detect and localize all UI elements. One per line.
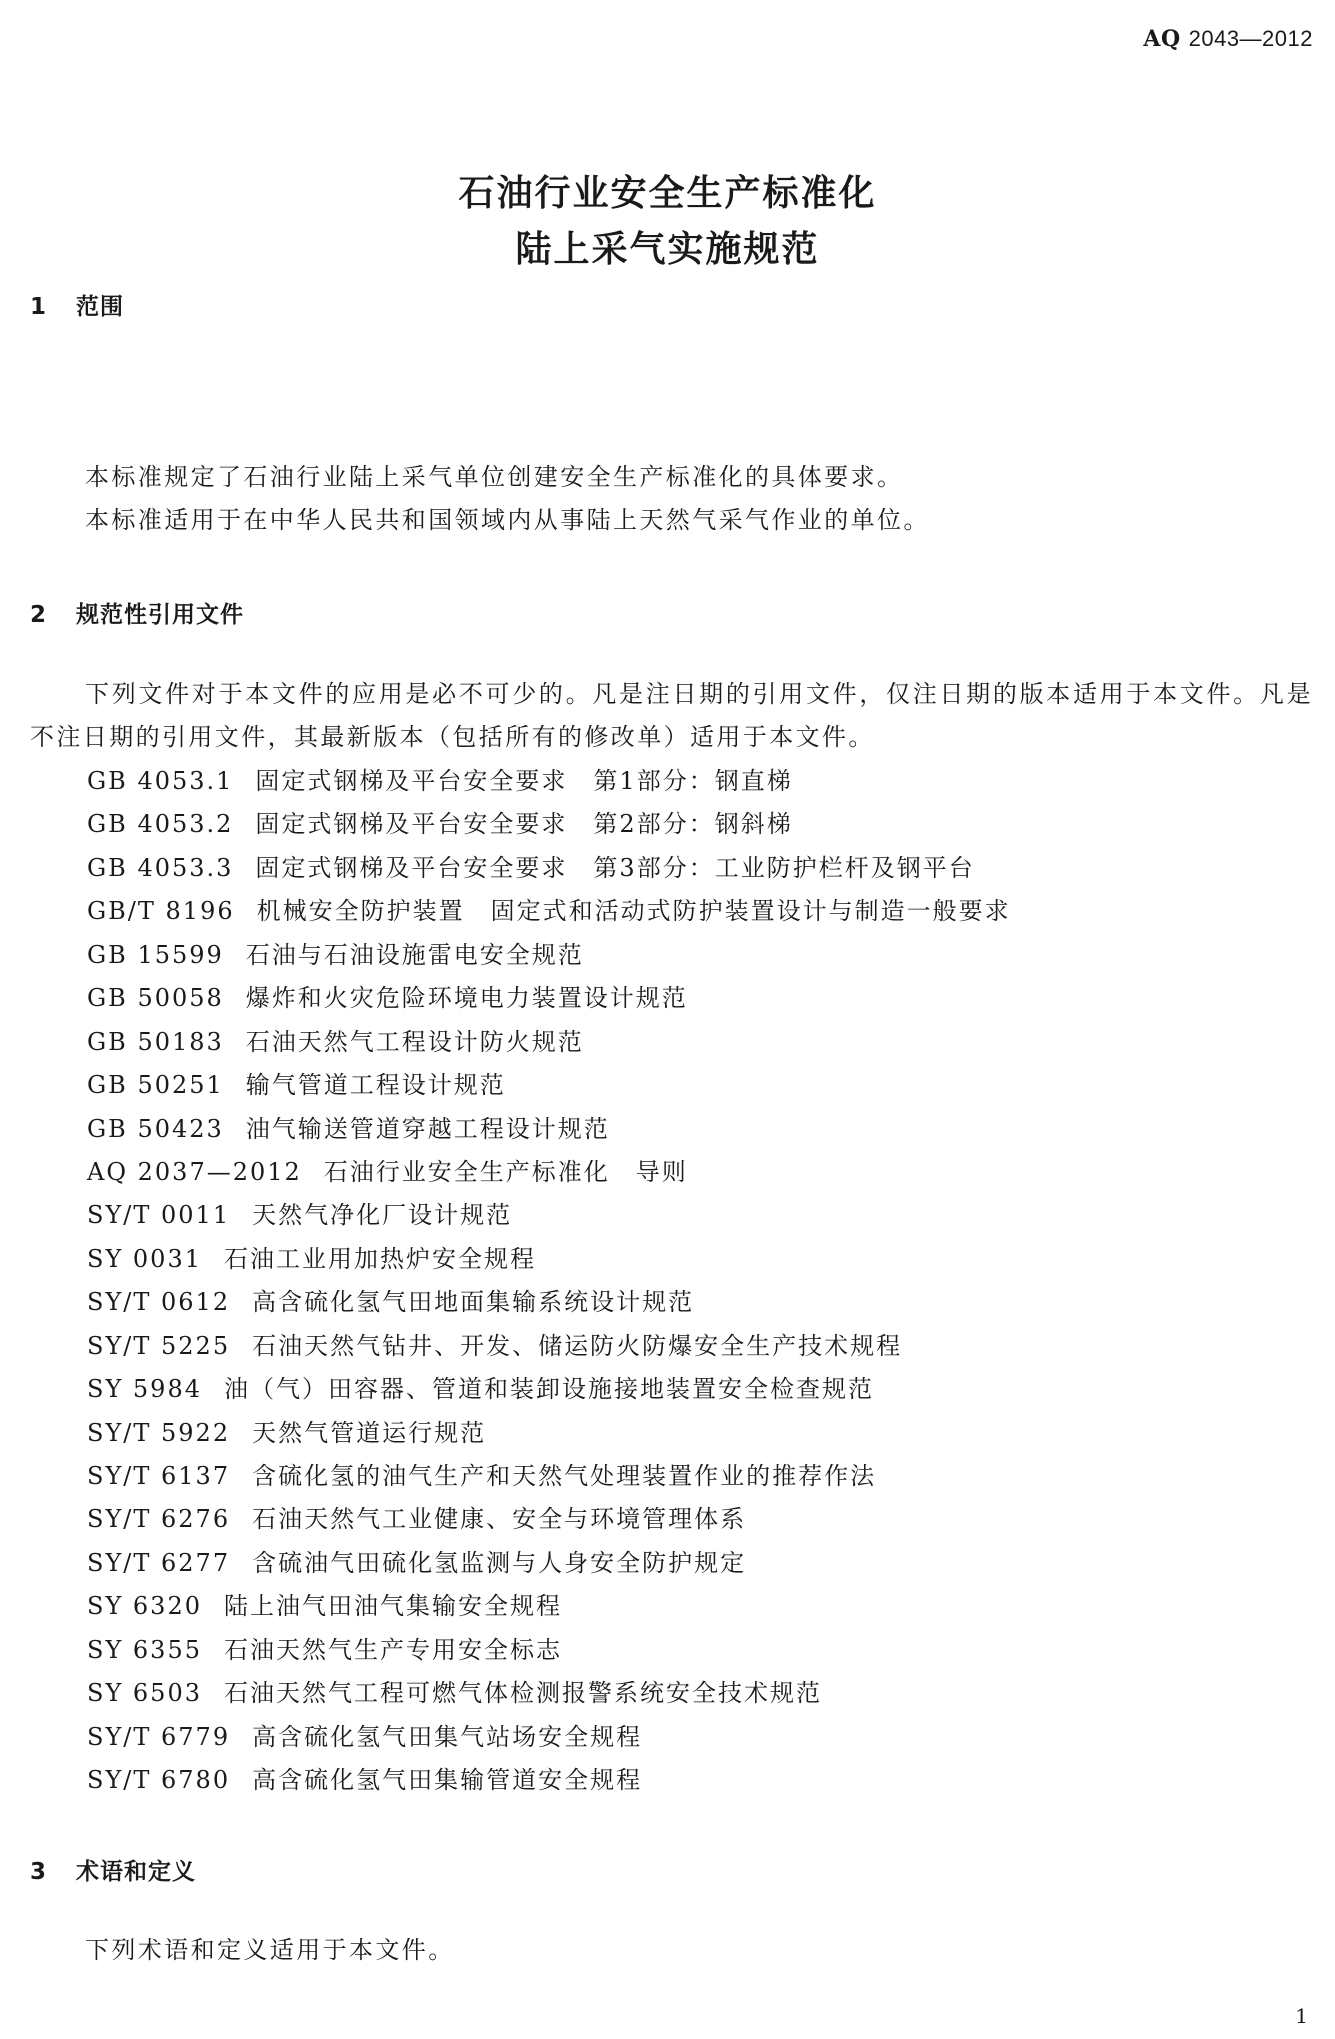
reference-code: SY/T 5922 [87, 1418, 231, 1447]
reference-code: GB 50058 [87, 984, 224, 1013]
reference-item [87, 1585, 1011, 1628]
reference-code: SY/T 0011 [87, 1201, 231, 1230]
reference-title: 固定式钢梯及平台安全要求 第2部分：钢斜梯 [255, 810, 793, 839]
reference-title: 石油天然气工程设计防火规范 [245, 1027, 584, 1056]
reference-code: SY 6320 [87, 1592, 202, 1621]
reference-item [87, 1455, 1011, 1498]
reference-item [87, 977, 1011, 1020]
reference-code: GB 4053.3 [87, 853, 234, 882]
reference-title: 固定式钢梯及平台安全要求 第3部分：工业防护栏杆及钢平台 [255, 853, 975, 882]
reference-item [87, 1238, 1011, 1281]
reference-title: 固定式钢梯及平台安全要求 第1部分：钢直梯 [255, 767, 793, 795]
reference-title: 高含硫化氢气田集气站场安全规程 [252, 1722, 643, 1751]
reference-code: SY/T 0612 [87, 1288, 231, 1317]
reference-item [87, 1064, 1011, 1107]
section-title: 术语和定义 [76, 1859, 196, 1885]
reference-code: GB 50183 [87, 1027, 224, 1056]
reference-title: 油（气）田容器、管道和装卸设施接地装置安全检查规范 [224, 1375, 874, 1404]
section-number: 3 [30, 1859, 48, 1885]
standard-prefix: AQ [1143, 26, 1181, 52]
reference-title: 油气输送管道穿越工程设计规范 [245, 1114, 610, 1143]
section-title: 规范性引用文件 [76, 602, 244, 628]
reference-item [87, 1151, 1011, 1194]
reference-item [87, 1194, 1011, 1237]
title-line-1: 石油行业安全生产标准化 [458, 173, 877, 214]
reference-title: 天然气净化厂设计规范 [252, 1201, 513, 1230]
reference-item [87, 890, 1011, 933]
reference-item [87, 1498, 1011, 1541]
reference-item [87, 760, 1011, 803]
reference-item [87, 803, 1011, 846]
reference-item [87, 1108, 1011, 1151]
reference-list [87, 760, 1011, 1803]
page-number: 1 [1295, 2004, 1308, 2028]
reference-title: 输气管道工程设计规范 [245, 1071, 506, 1100]
reference-code: SY 6355 [87, 1635, 202, 1664]
reference-item [87, 1368, 1011, 1411]
reference-code: GB 50251 [87, 1071, 224, 1100]
reference-title: 高含硫化氢气田集输管道安全规程 [252, 1766, 643, 1795]
scope-paragraph-1: 本标准规定了石油行业陆上采气单位创建安全生产标准化的具体要求。 [85, 463, 904, 491]
reference-title: 石油天然气工业健康、安全与环境管理体系 [252, 1505, 747, 1534]
reference-item [87, 934, 1011, 977]
document-title [0, 166, 1335, 278]
scope-paragraph-2: 本标准适用于在中华人民共和国领域内从事陆上天然气采气作业的单位。 [85, 506, 930, 534]
section-heading-scope [30, 288, 124, 321]
standard-number: 2043—2012 [1188, 26, 1313, 51]
standard-code [1143, 26, 1313, 52]
reference-item [87, 1716, 1011, 1759]
reference-item [87, 1672, 1011, 1715]
section-number: 2 [30, 602, 48, 628]
reference-title: 高含硫化氢气田地面集输系统设计规范 [252, 1288, 695, 1317]
section-heading-terms-definitions [30, 1853, 196, 1886]
reference-item [87, 1629, 1011, 1672]
reference-title: 石油与石油设施雷电安全规范 [245, 940, 584, 969]
reference-title: 陆上油气田油气集输安全规程 [224, 1592, 562, 1621]
reference-item [87, 847, 1011, 890]
reference-item [87, 1325, 1011, 1368]
section-heading-normative-references [30, 596, 244, 629]
reference-title: 石油天然气生产专用安全标志 [224, 1635, 562, 1664]
section-title: 范围 [76, 294, 124, 320]
reference-item [87, 1542, 1011, 1585]
terms-paragraph: 下列术语和定义适用于本文件。 [85, 1936, 455, 1964]
reference-item [87, 1281, 1011, 1324]
reference-code: GB 15599 [87, 940, 224, 969]
reference-code: SY/T 6780 [87, 1766, 231, 1795]
reference-code: SY 0031 [87, 1244, 202, 1273]
reference-code: SY/T 6277 [87, 1548, 231, 1577]
reference-title: 机械安全防护装置 固定式和活动式防护装置设计与制造一般要求 [256, 897, 1011, 926]
reference-code: GB 50423 [87, 1114, 224, 1143]
reference-title: 含硫化氢的油气生产和天然气处理装置作业的推荐作法 [252, 1462, 877, 1490]
reference-code: GB 4053.1 [87, 767, 234, 795]
reference-item [87, 1759, 1011, 1802]
reference-code: SY/T 5225 [87, 1331, 231, 1360]
reference-code: AQ 2037—2012 [87, 1157, 302, 1186]
reference-item [87, 1412, 1011, 1455]
reference-title: 石油天然气工程可燃气体检测报警系统安全技术规范 [224, 1679, 822, 1708]
references-intro-paragraph: 下列文件对于本文件的应用是必不可少的。凡是注日期的引用文件，仅注日期的版本适用于本文件。凡是不注日期的引用文件，其最新版本（包括所有的修改单）适用于本文件。 [30, 680, 1313, 751]
reference-code: SY 6503 [87, 1679, 202, 1708]
reference-code: GB/T 8196 [87, 897, 235, 926]
reference-code: GB 4053.2 [87, 810, 234, 839]
reference-code: SY/T 6779 [87, 1722, 231, 1751]
reference-code: SY 5984 [87, 1375, 202, 1404]
reference-title: 爆炸和火灾危险环境电力装置设计规范 [245, 984, 688, 1013]
reference-title: 石油行业安全生产标准化 导则 [323, 1157, 688, 1186]
section-number: 1 [30, 294, 48, 320]
reference-item [87, 1021, 1011, 1064]
reference-title: 石油天然气钻井、开发、储运防火防爆安全生产技术规程 [252, 1331, 903, 1360]
reference-title: 含硫油气田硫化氢监测与人身安全防护规定 [252, 1548, 747, 1577]
title-line-2: 陆上采气实施规范 [515, 229, 820, 270]
reference-title: 石油工业用加热炉安全规程 [224, 1244, 536, 1273]
reference-code: SY/T 6137 [87, 1462, 231, 1490]
reference-title: 天然气管道运行规范 [252, 1418, 487, 1447]
reference-code: SY/T 6276 [87, 1505, 231, 1534]
